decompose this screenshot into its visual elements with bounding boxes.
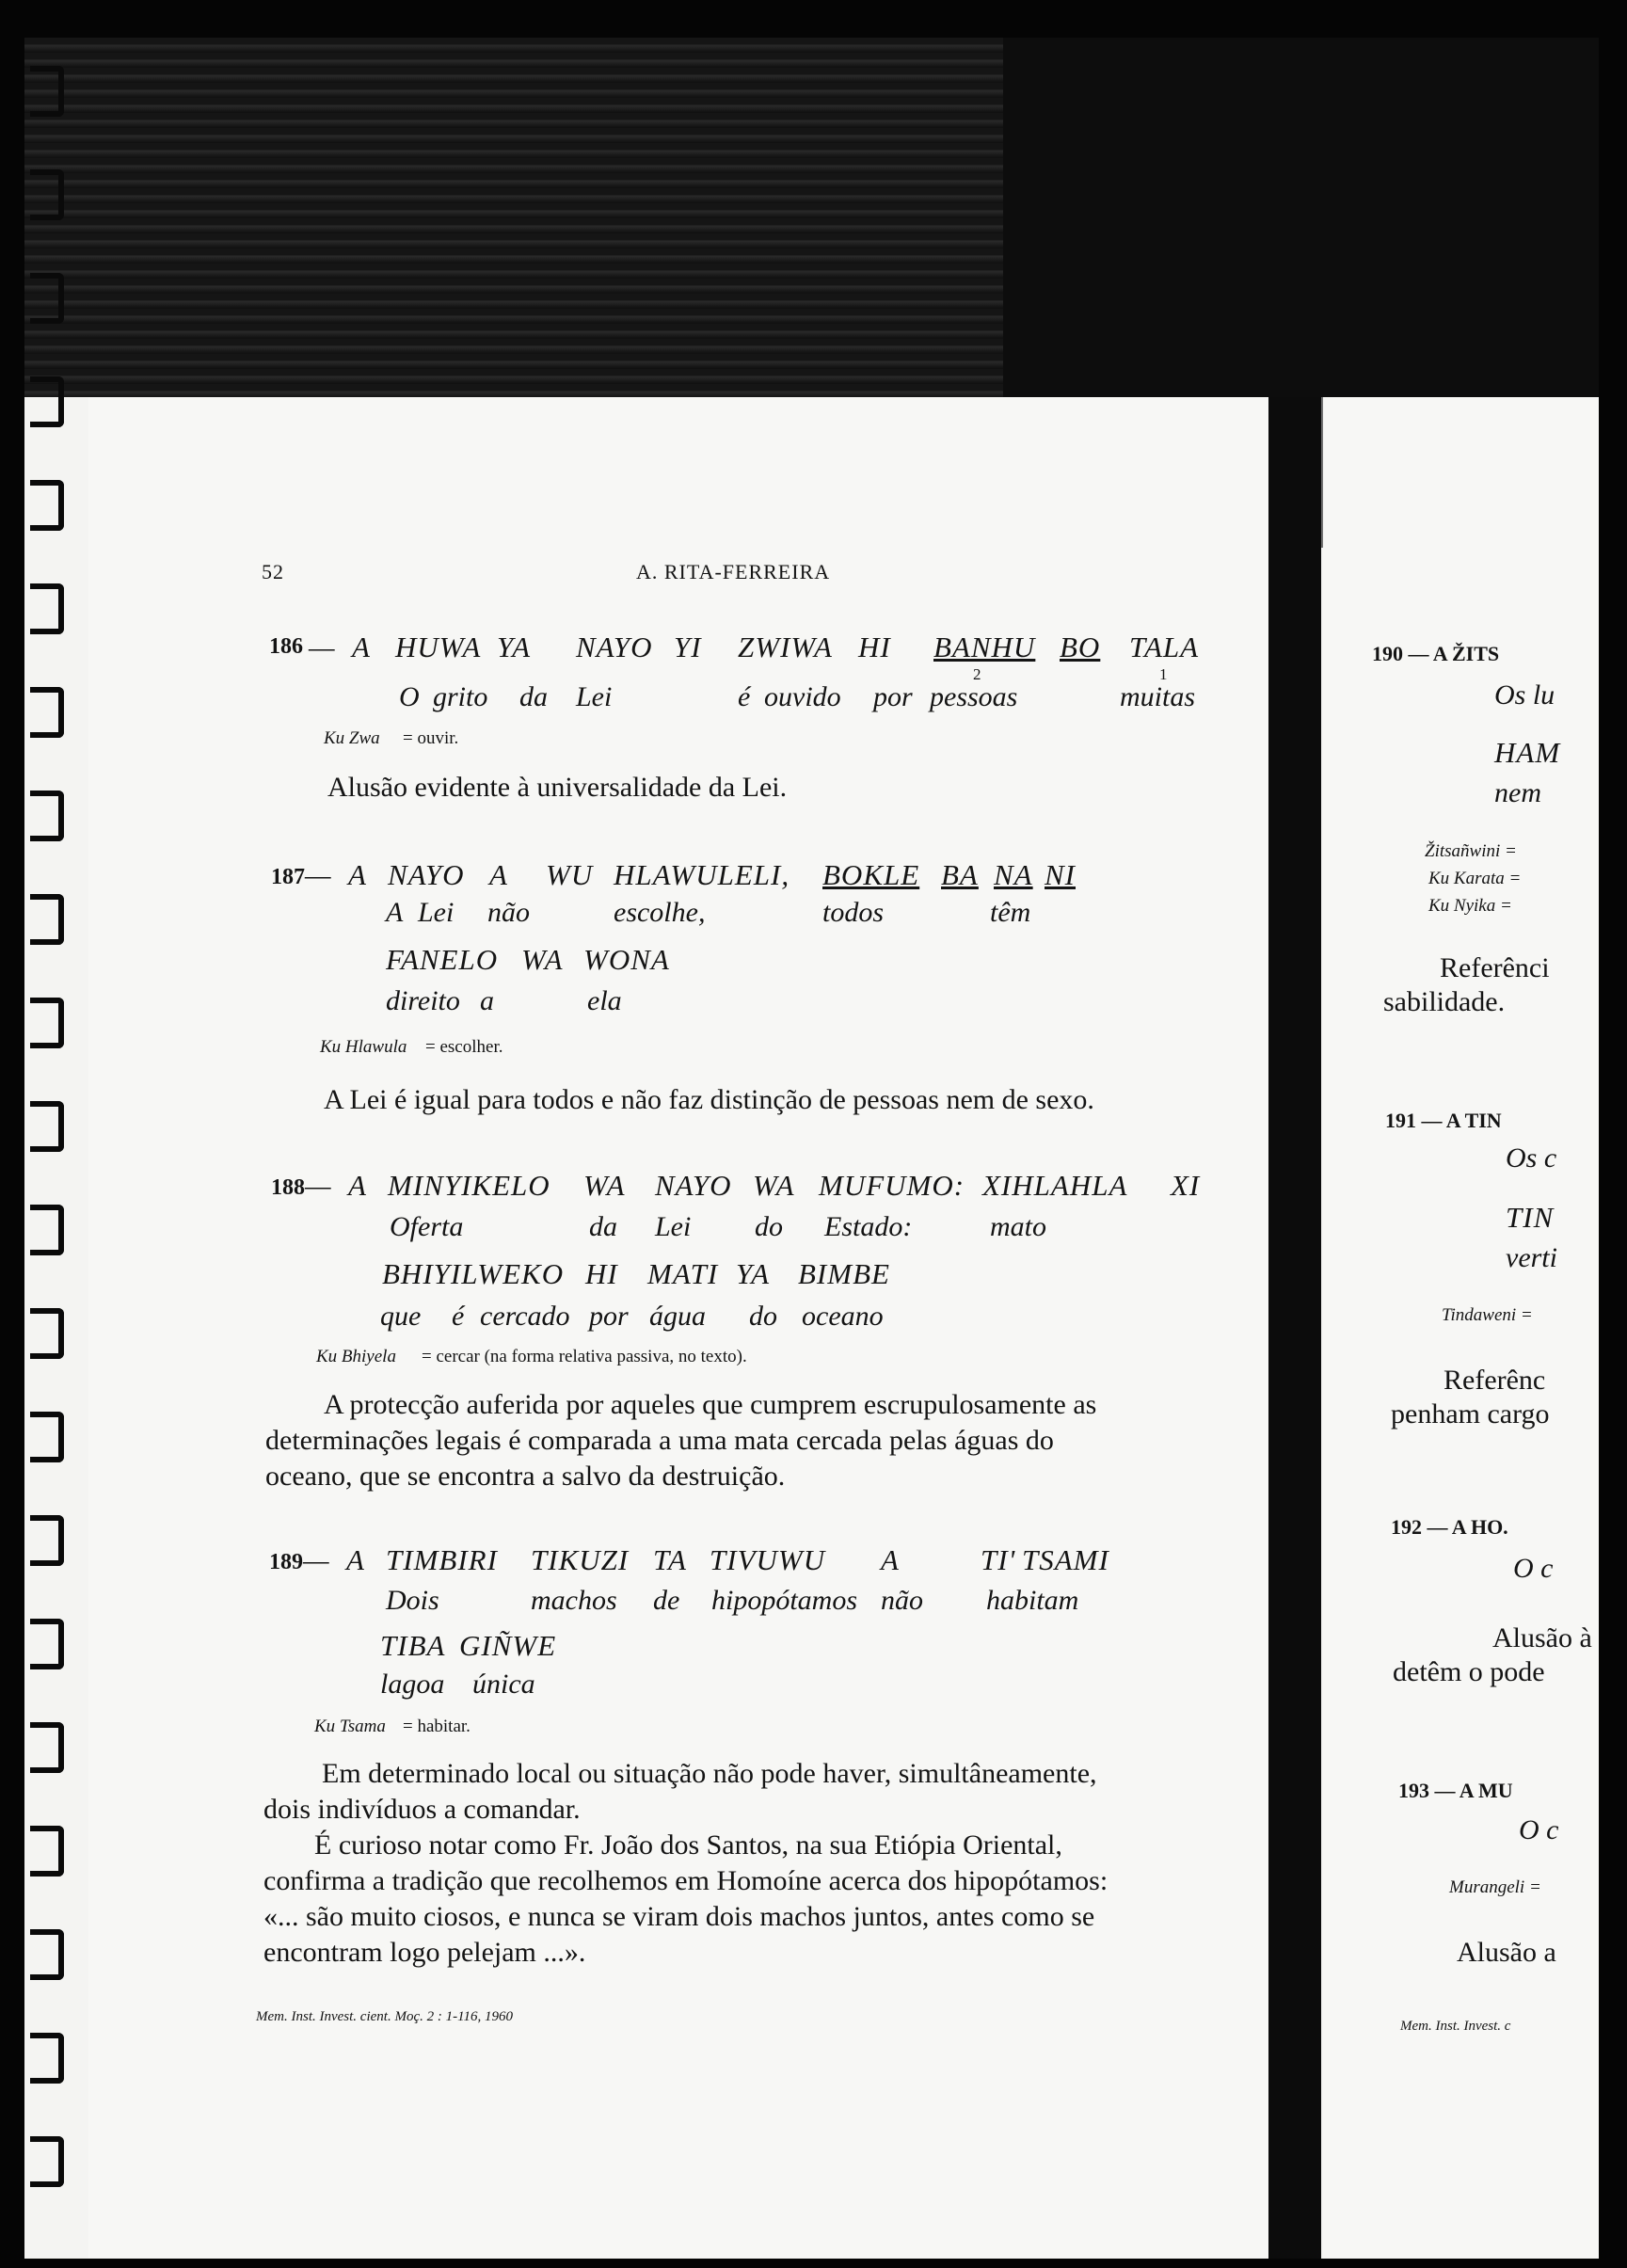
binding-ring-icon [30, 480, 64, 531]
translation-word: a [480, 985, 494, 1016]
translation-word: de [653, 1585, 680, 1616]
proverb-word: A [348, 1169, 367, 1202]
running-title: A. RITA-FERREIRA [636, 560, 831, 583]
entry-dash: — [305, 858, 332, 891]
binding-ring-icon [30, 376, 64, 427]
right-page-line: Ku Karata = [1428, 869, 1522, 888]
binding-ring-icon [30, 791, 64, 841]
translation-word: é [738, 681, 751, 712]
proverb-word: TA [653, 1543, 687, 1576]
translation-word: Oferta [390, 1211, 464, 1242]
right-page-line: Os c [1506, 1142, 1557, 1174]
translation-word: não [881, 1585, 923, 1616]
entry-dash: — [309, 631, 336, 663]
translation-word: mato [990, 1211, 1046, 1242]
translation-word: Estado: [824, 1211, 913, 1242]
proverb-word: NAYO [655, 1169, 732, 1202]
translation-word: única [472, 1669, 535, 1700]
translation-word: escolhe, [614, 897, 706, 928]
translation-word: habitam [986, 1585, 1079, 1616]
binding-ring-icon [30, 1929, 64, 1980]
translation-word: do [755, 1211, 783, 1242]
right-page-line: Referênci [1440, 952, 1550, 983]
translation-word: cercado [480, 1301, 570, 1332]
entry-number: 188 [271, 1175, 305, 1200]
translation-word: da [519, 681, 548, 712]
paragraph-line: É curioso notar como Fr. João dos Santos, na sua Etiópia Oriental, [314, 1829, 1062, 1861]
translation-word: Dois [386, 1585, 439, 1616]
translation-word: ouvido [764, 681, 841, 712]
proverb-word: GIÑWE [459, 1629, 557, 1662]
right-page-line: 190 — A ŽITS [1372, 642, 1500, 665]
binding-ring-icon [30, 998, 64, 1048]
entry-comment-line: dois indivíduos a comandar. [263, 1794, 581, 1825]
binding-ring-icon [30, 2136, 64, 2187]
binding-ring-icon [30, 2033, 64, 2084]
translation-word: Lei [655, 1211, 692, 1242]
entry-comment-line: oceano, que se encontra a salvo da destruição. [265, 1461, 786, 1492]
proverb-word: MATI [647, 1257, 719, 1290]
right-page-line: verti [1506, 1242, 1557, 1273]
right-page-line: 192 — A HO. [1391, 1515, 1508, 1539]
translation-word: hipopótamos [711, 1585, 858, 1616]
binding-ring-icon [30, 1412, 64, 1462]
scan-dark-band-right [1003, 38, 1599, 397]
translation-word: machos [531, 1585, 617, 1616]
proverb-word: A [489, 858, 508, 891]
translation-word: não [487, 897, 530, 928]
translation-word: por [589, 1301, 629, 1332]
proverb-word: WU [546, 858, 594, 891]
word-order-mark: 2 [973, 665, 981, 683]
translation-word: por [873, 681, 913, 712]
proverb-word: MINYIKELO [388, 1169, 550, 1202]
translation-word: muitas [1120, 681, 1196, 712]
translation-word: todos [822, 897, 885, 928]
right-page-line: penham cargo [1391, 1398, 1550, 1429]
proverb-word: BIMBE [798, 1257, 890, 1290]
proverb-word: NI [1045, 858, 1076, 891]
binding-ring-icon [30, 583, 64, 634]
translation-word: lagoa [380, 1669, 445, 1700]
proverb-word: NA [994, 858, 1033, 891]
proverb-word: YI [674, 631, 702, 663]
proverb-word: XIHLAHLA [982, 1169, 1128, 1202]
right-page-line: Ku Nyika = [1428, 896, 1512, 916]
proverb-word: BOKLE [822, 858, 920, 891]
translation-word: Lei [576, 681, 613, 712]
proverb-word: XI [1171, 1169, 1201, 1202]
translation-word: da [589, 1211, 617, 1242]
binding-ring-icon [30, 1308, 64, 1359]
translation-word: é [452, 1301, 465, 1332]
page-number: 52 [262, 560, 284, 583]
binding-ring-icon [30, 1826, 64, 1877]
note-term: Ku Zwa [324, 728, 380, 748]
proverb-word: A [346, 1543, 365, 1576]
right-page-line: Alusão a [1457, 1937, 1556, 1968]
proverb-word: YA [497, 631, 532, 663]
proverb-word: A [881, 1543, 900, 1576]
right-page-line: O c [1519, 1814, 1559, 1845]
binding-ring-icon [30, 1515, 64, 1566]
proverb-word: NAYO [576, 631, 653, 663]
right-page-line: O c [1513, 1553, 1554, 1584]
entry-number: 187 [271, 865, 305, 889]
proverb-word: TSAMI [1022, 1543, 1109, 1576]
translation-word: grito [433, 681, 488, 712]
paragraph-line: «... são muito ciosos, e nunca se viram dois machos juntos, antes como se [263, 1901, 1095, 1932]
proverb-word: HI [585, 1257, 618, 1290]
binding-ring-icon [30, 894, 64, 945]
proverb-word: BHIYILWEKO [382, 1257, 565, 1290]
right-page-line: detêm o pode [1393, 1656, 1545, 1687]
binding-ring-icon [30, 687, 64, 738]
right-page-line: Os lu [1494, 679, 1555, 711]
right-page-line: Žitsañwini = [1425, 841, 1517, 861]
spiral-binding [30, 66, 87, 2221]
translation-word: oceano [802, 1301, 884, 1332]
proverb-word: WONA [583, 943, 670, 976]
footer-citation: Mem. Inst. Invest. cient. Moç. 2 : 1-116, 1960 [256, 2009, 513, 2024]
binding-ring-icon [30, 1205, 64, 1255]
paragraph-line: confirma a tradição que recolhemos em Homoíne acerca dos hipopótamos: [263, 1865, 1109, 1896]
right-page-line: TIN [1506, 1201, 1555, 1234]
note-term: Ku Bhiyela [316, 1347, 396, 1366]
note-definition: = habitar. [403, 1717, 471, 1736]
entry-comment-line: determinações legais é comparada a uma mata cercada pelas águas do [265, 1425, 1054, 1456]
entry-dash: — [305, 1169, 332, 1202]
proverb-word: HUWA [395, 631, 482, 663]
entry-dash: — [303, 1543, 330, 1576]
entry-number: 189 [269, 1550, 303, 1574]
translation-word: direito [386, 985, 460, 1016]
proverb-word: TI' [981, 1543, 1016, 1576]
translation-word: A [386, 897, 404, 928]
proverb-word: ZWIWA [738, 631, 833, 663]
entry-comment: A Lei é igual para todos e não faz distinção de pessoas nem de sexo. [324, 1084, 1094, 1115]
paragraph-line: encontram logo pelejam ...». [263, 1937, 586, 1968]
right-page-line: Referênc [1444, 1365, 1546, 1396]
binding-ring-icon [30, 1722, 64, 1773]
right-page-line: HAM [1494, 736, 1561, 769]
entry-number: 186 [269, 634, 303, 659]
proverb-word: TIKUZI [531, 1543, 630, 1576]
translation-word: O [399, 681, 420, 712]
proverb-word: HLAWULELI, [614, 858, 790, 891]
note-definition: = escolher. [425, 1037, 503, 1057]
note-definition: = ouvir. [403, 728, 459, 748]
right-page-line: Tindaweni = [1442, 1305, 1533, 1325]
binding-ring-icon [30, 1619, 64, 1669]
proverb-word: TIVUWU [710, 1543, 826, 1576]
book-gutter [1268, 397, 1321, 2259]
entry-comment: Alusão evidente à universalidade da Lei. [327, 772, 788, 803]
entry-comment-line: A protecção auferida por aqueles que cumprem escrupulosamente as [324, 1389, 1097, 1420]
proverb-word: FANELO [386, 943, 499, 976]
right-page-line: nem [1494, 777, 1541, 808]
proverb-word: YA [736, 1257, 771, 1290]
translation-word: água [649, 1301, 706, 1332]
proverb-word: TIMBIRI [386, 1543, 498, 1576]
translation-word: que [380, 1301, 422, 1332]
proverb-word: MUFUMO: [819, 1169, 965, 1202]
proverb-word: WA [583, 1169, 626, 1202]
note-term: Ku Hlawula [320, 1037, 407, 1057]
proverb-word: TIBA [380, 1629, 446, 1662]
right-page-line: 193 — A MU [1398, 1779, 1513, 1802]
translation-word: ela [587, 985, 622, 1016]
translation-word: Lei [418, 897, 455, 928]
binding-ring-icon [30, 169, 64, 220]
right-page-line: Mem. Inst. Invest. c [1400, 2019, 1511, 2034]
translation-word: do [749, 1301, 777, 1332]
proverb-word: WA [753, 1169, 795, 1202]
proverb-word: HI [858, 631, 891, 663]
entry-comment-line: Em determinado local ou situação não pode haver, simultâneamente, [322, 1758, 1097, 1789]
right-page-line: Alusão à [1492, 1622, 1592, 1653]
proverb-word: BO [1060, 631, 1101, 663]
note-definition: = cercar (na forma relativa passiva, no texto). [422, 1347, 747, 1366]
proverb-word: BA [941, 858, 979, 891]
proverb-word: NAYO [388, 858, 465, 891]
right-page-line: Murangeli = [1449, 1877, 1541, 1897]
right-page [1323, 397, 1599, 2259]
right-page-line: sabilidade. [1383, 986, 1506, 1017]
binding-ring-icon [30, 66, 64, 117]
binding-ring-icon [30, 273, 64, 324]
note-term: Ku Tsama [314, 1717, 386, 1736]
right-page-line: 191 — A TIN [1385, 1109, 1502, 1132]
proverb-word: BANHU [933, 631, 1036, 663]
translation-word: pessoas [930, 681, 1018, 712]
word-order-mark: 1 [1159, 665, 1168, 683]
translation-word: têm [990, 897, 1031, 928]
proverb-word: A [352, 631, 371, 663]
binding-ring-icon [30, 1101, 64, 1152]
proverb-word: TALA [1129, 631, 1200, 663]
proverb-word: A [348, 858, 367, 891]
proverb-word: WA [521, 943, 564, 976]
